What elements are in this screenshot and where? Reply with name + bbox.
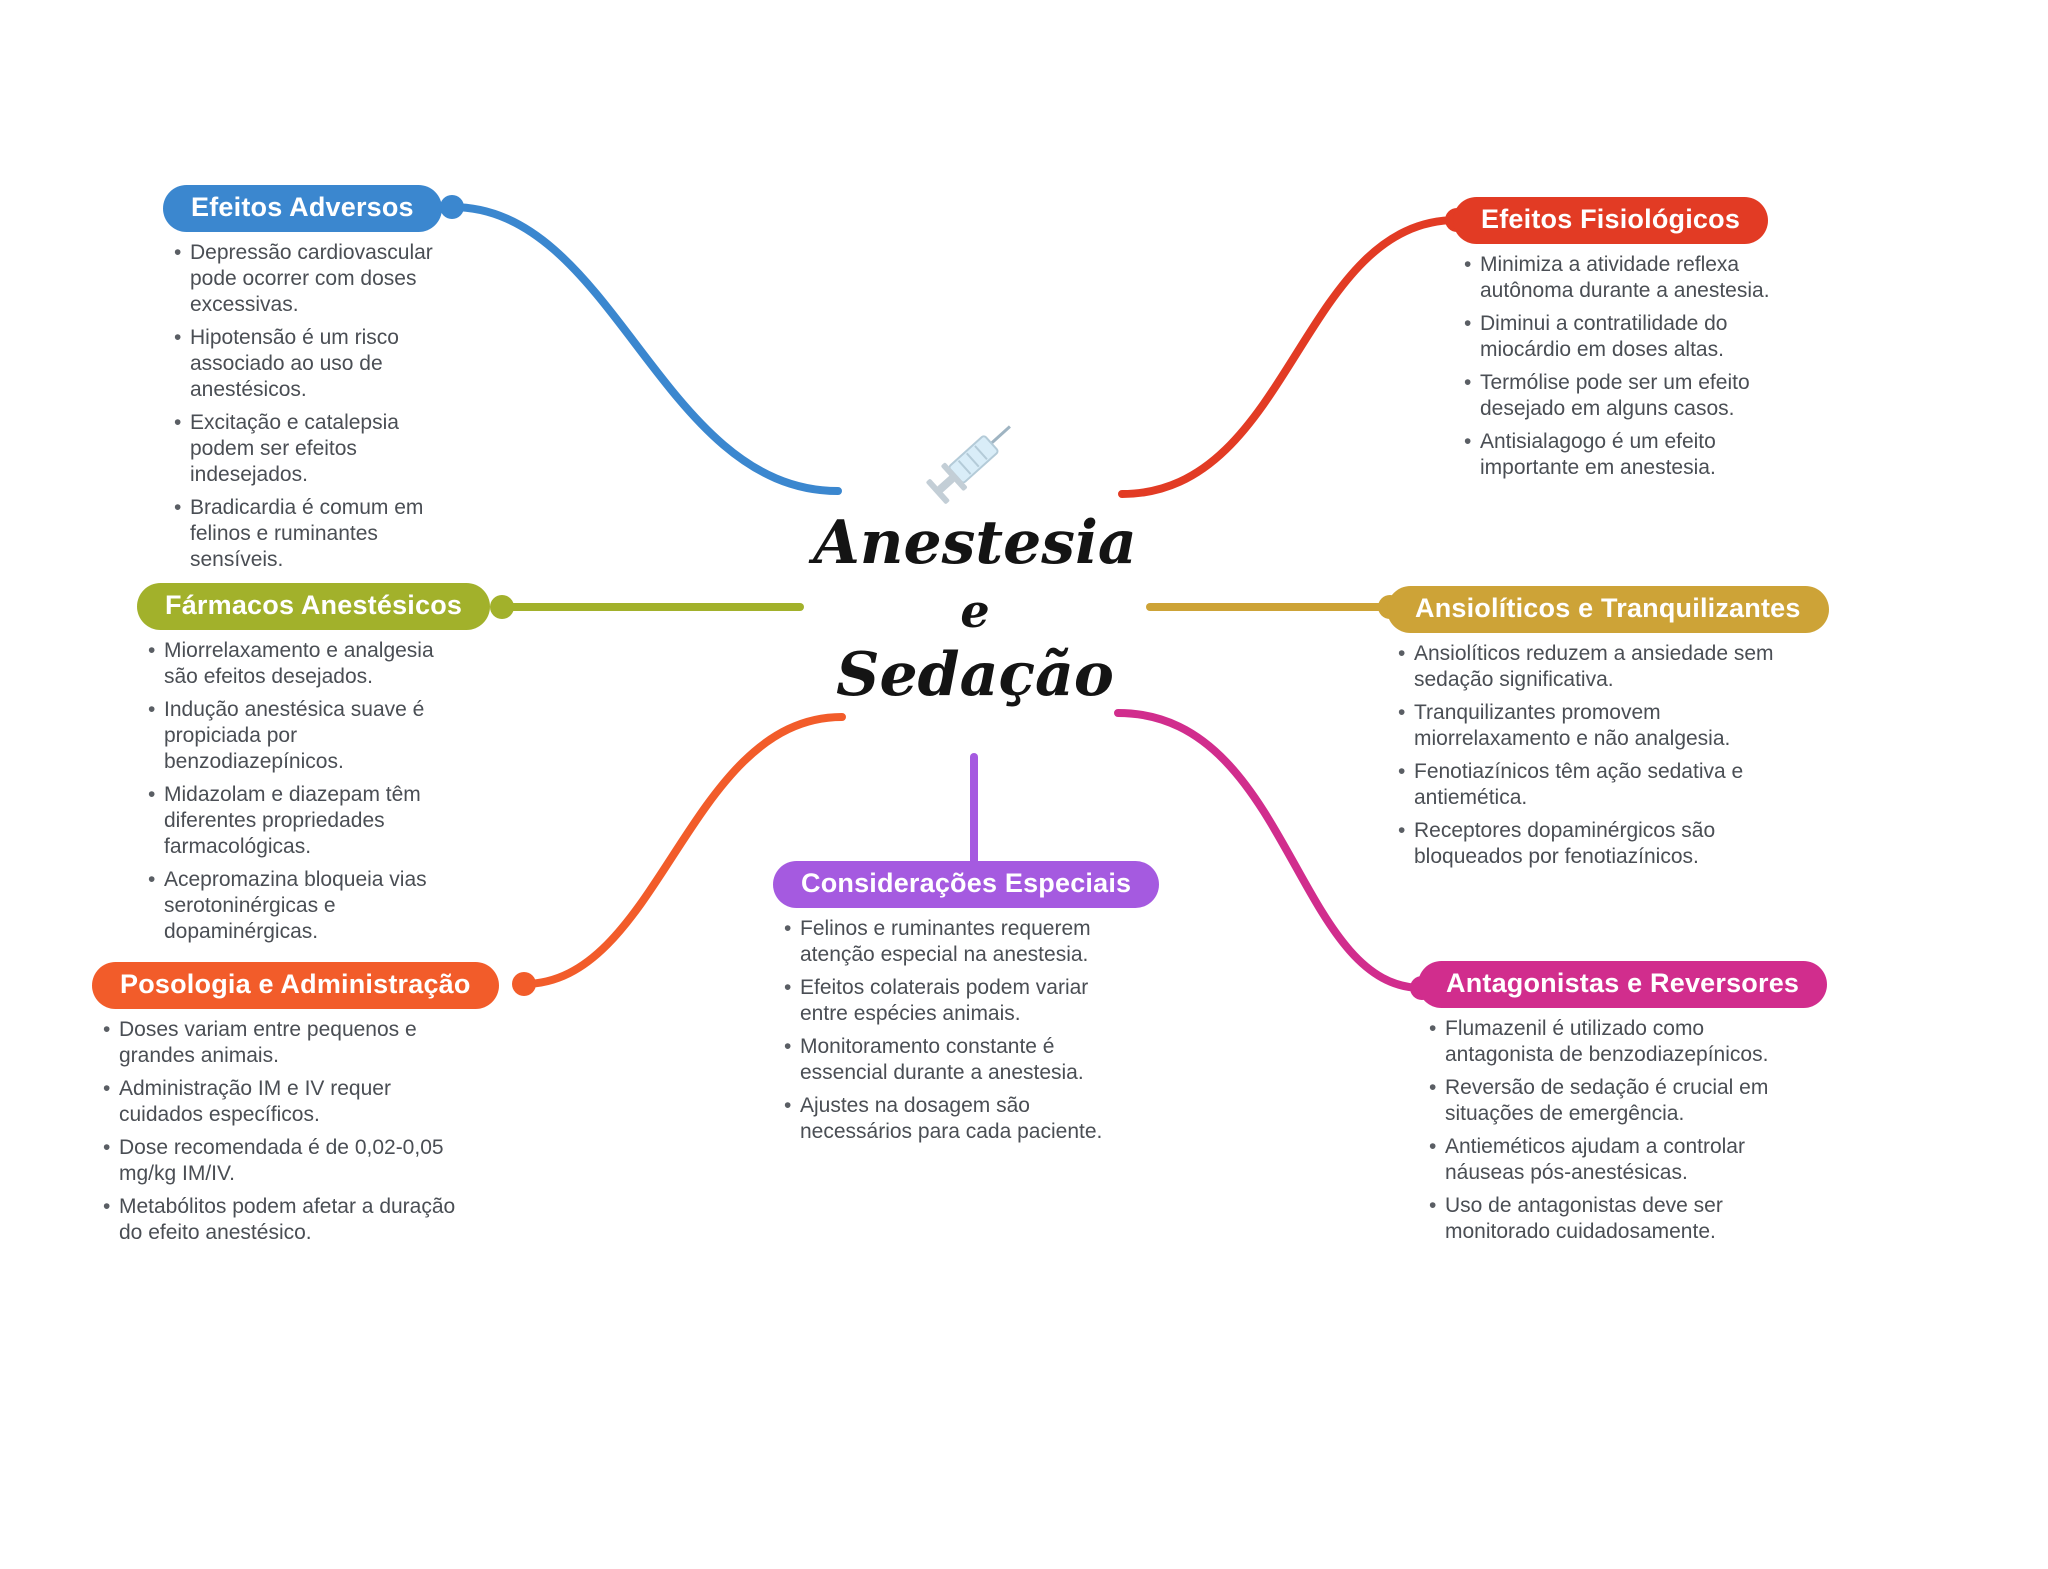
branch-header-efeitos-fisiologicos[interactable] [1453, 197, 1768, 244]
bullet-item: • Diminui a contratilidade do miocárdio em doses altas. [1463, 311, 1799, 363]
bullet-item: • Acepromazina bloqueia vias serotoninérgicas e dopaminérgicas. [147, 867, 463, 945]
branch-header-ansioliticos-tranquilizantes[interactable] [1387, 586, 1829, 633]
bullet-item: • Felinos e ruminantes requerem atenção especial na anestesia. [783, 916, 1139, 968]
central-topic[interactable] [785, 412, 1165, 708]
bullet-list [102, 1017, 478, 1246]
bullet-list [1463, 252, 1799, 481]
branch-posologia-administracao [92, 962, 499, 1253]
bullet-item: • Dose recomendada é de 0,02-0,05 mg/kg IM/IV. [102, 1135, 478, 1187]
branch-title: Fármacos Anestésicos [165, 590, 463, 620]
bullet-item: • Antieméticos ajudam a controlar náuseas pós-anestésicas. [1428, 1134, 1810, 1186]
bullet-list [1397, 641, 1809, 870]
syringe-icon [785, 412, 1165, 504]
bullet-item: • Ansiolíticos reduzem a ansiedade sem sedação significativa. [1397, 641, 1809, 693]
connector-antagonistas-reversores [1118, 713, 1422, 988]
junction-dot [512, 972, 536, 996]
branch-header-efeitos-adversos[interactable] [163, 185, 442, 232]
bullet-item: • Indução anestésica suave é propiciada por benzodiazepínicos. [147, 697, 463, 775]
branch-header-consideracoes-especiais[interactable] [773, 861, 1159, 908]
branch-title: Antagonistas e Reversores [1446, 968, 1800, 998]
bullet-item: • Flumazenil é utilizado como antagonista de benzodiazepínicos. [1428, 1016, 1810, 1068]
bullet-item: • Minimiza a atividade reflexa autônoma durante a anestesia. [1463, 252, 1799, 304]
bullet-list [147, 638, 463, 945]
bullet-item: • Bradicardia é comum em felinos e ruminantes sensíveis. [173, 495, 463, 573]
branch-antagonistas-reversores [1418, 961, 1827, 1252]
bullet-item: • Antisialagogo é um efeito importante em anestesia. [1463, 429, 1799, 481]
connector-efeitos-fisiologicos [1122, 220, 1457, 494]
bullet-item: • Tranquilizantes promovem miorrelaxamento e não analgesia. [1397, 700, 1809, 752]
bullet-item: • Metabólitos podem afetar a duração do efeito anestésico. [102, 1194, 478, 1246]
connector-efeitos-adversos [452, 207, 838, 491]
bullet-item: • Administração IM e IV requer cuidados específicos. [102, 1076, 478, 1128]
branch-header-antagonistas-reversores[interactable] [1418, 961, 1827, 1008]
central-title-line: e [960, 584, 990, 638]
bullet-item: • Ajustes na dosagem são necessários para cada paciente. [783, 1093, 1139, 1145]
bullet-item: • Excitação e catalepsia podem ser efeitos indesejados. [173, 410, 463, 488]
bullet-item: • Fenotiazínicos têm ação sedativa e antiemética. [1397, 759, 1809, 811]
branch-title: Considerações Especiais [801, 868, 1132, 898]
bullet-item: • Doses variam entre pequenos e grandes animais. [102, 1017, 478, 1069]
branch-ansioliticos-tranquilizantes [1387, 586, 1829, 877]
bullet-item: • Reversão de sedação é crucial em situações de emergência. [1428, 1075, 1810, 1127]
bullet-item: • Depressão cardiovascular pode ocorrer com doses excessivas. [173, 240, 463, 318]
branch-title: Ansiolíticos e Tranquilizantes [1415, 593, 1801, 623]
central-title-line: Sedação [836, 640, 1114, 710]
bullet-list [173, 240, 463, 573]
central-title-line: Anestesia [813, 508, 1137, 578]
bullet-item: • Uso de antagonistas deve ser monitorado cuidadosamente. [1428, 1193, 1810, 1245]
junction-dot [490, 595, 514, 619]
bullet-item: • Hipotensão é um risco associado ao uso de anestésicos. [173, 325, 463, 403]
bullet-item: • Monitoramento constante é essencial durante a anestesia. [783, 1034, 1139, 1086]
branch-header-farmacos-anestesicos[interactable] [137, 583, 490, 630]
branch-efeitos-adversos [163, 185, 463, 580]
branch-title: Efeitos Fisiológicos [1481, 204, 1741, 234]
branch-title: Efeitos Adversos [191, 192, 414, 222]
bullet-item: • Miorrelaxamento e analgesia são efeitos desejados. [147, 638, 463, 690]
bullet-item: • Receptores dopaminérgicos são bloqueados por fenotiazínicos. [1397, 818, 1809, 870]
bullet-item: • Efeitos colaterais podem variar entre espécies animais. [783, 975, 1139, 1027]
bullet-list [1428, 1016, 1810, 1245]
branch-efeitos-fisiologicos [1453, 197, 1799, 488]
bullet-item: • Termólise pode ser um efeito desejado em alguns casos. [1463, 370, 1799, 422]
branch-header-posologia-administracao[interactable] [92, 962, 499, 1009]
bullet-list [783, 916, 1139, 1145]
branch-title: Posologia e Administração [120, 969, 471, 999]
bullet-item: • Midazolam e diazepam têm diferentes propriedades farmacológicas. [147, 782, 463, 860]
branch-consideracoes-especiais [773, 861, 1159, 1152]
branch-farmacos-anestesicos [137, 583, 490, 952]
